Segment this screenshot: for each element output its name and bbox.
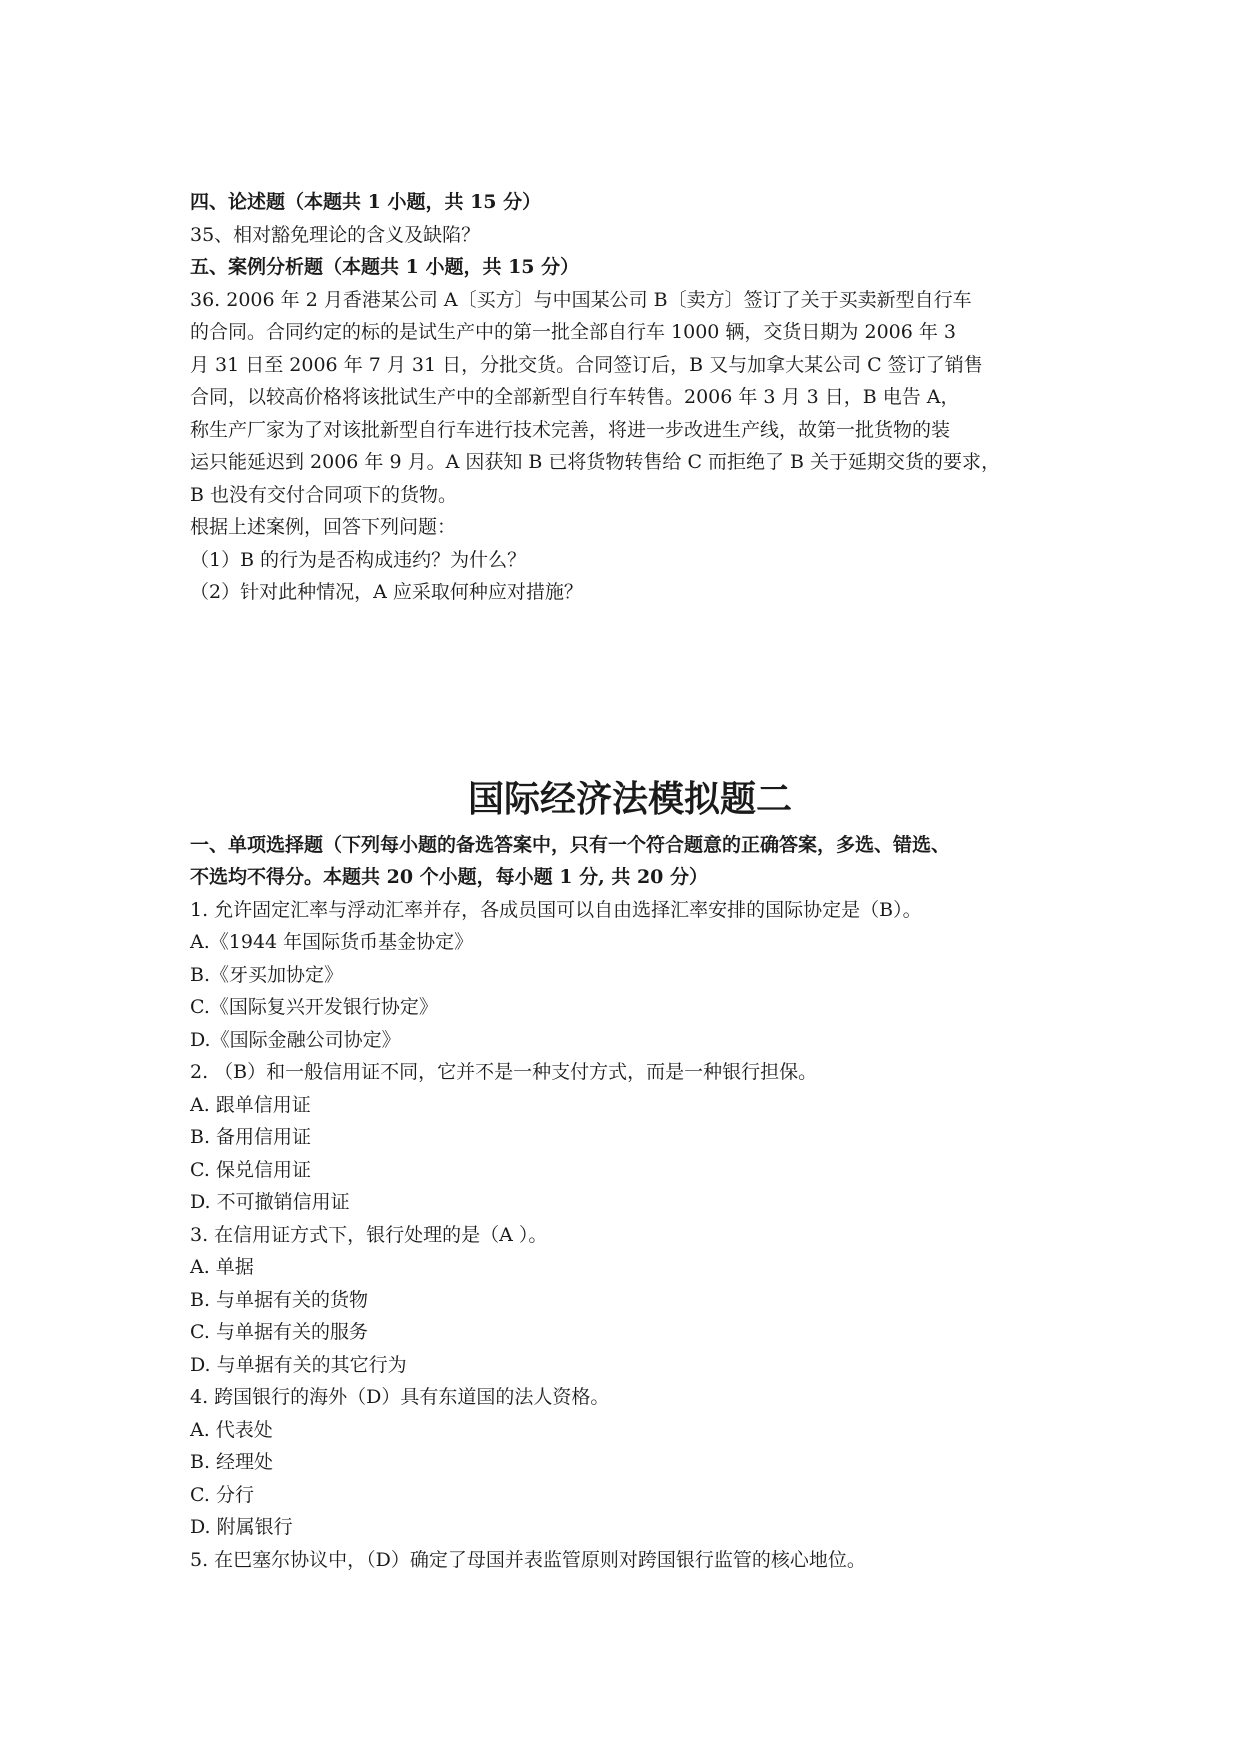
section4-heading: 四、论述题（本题共 1 小题，共 15 分） [190, 191, 542, 213]
section5-heading: 五、案例分析题（本题共 1 小题，共 15 分） [190, 256, 580, 278]
answer-option: A. 单据 [190, 1256, 254, 1278]
answer-option: D. 不可撤销信用证 [190, 1191, 350, 1213]
case-subquestion-1: （1）B 的行为是否构成违约？为什么？ [190, 548, 527, 571]
case-subquestion-2: （2）针对此种情况，A 应采取何种应对措施？ [190, 581, 583, 603]
answer-option: D. 与单据有关的其它行为 [190, 1353, 407, 1376]
answer-option: A. 代表处 [190, 1418, 273, 1441]
case-line: 合同，以较高价格将该批试生产中的全部新型自行车转售。2006 年 3 月 3 日，B 电告 A， [190, 386, 960, 408]
answer-option: D.《国际金融公司协定》 [190, 1028, 401, 1051]
question-3 [190, 1219, 1070, 1382]
question-5 [190, 1544, 1070, 1577]
answer-option: C. 保兑信用证 [190, 1158, 311, 1181]
answer-option: B. 经理处 [190, 1451, 274, 1473]
case-text [190, 284, 1070, 512]
case-line: 称生产厂家为了对该批新型自行车进行技术完善，将进一步改进生产线，故第一批货物的装 [190, 418, 951, 441]
section1-heading-line2: 不选均不得分。本题共 20 个小题，每小题 1 分, 共 20 分） [190, 866, 709, 888]
section1-heading-line1: 一、单项选择题（下列每小题的备选答案中，只有一个符合题意的正确答案，多选、错选、 [190, 833, 951, 856]
question-stem: 2. （B）和一般信用证不同，它并不是一种支付方式，而是一种银行担保。 [190, 1061, 818, 1083]
answer-option: B. 与单据有关的货物 [190, 1288, 369, 1311]
case-line: 36. 2006 年 2 月香港某公司 A〔买方〕与中国某公司 B〔卖方〕签订了关于买卖新型自行车 [190, 288, 972, 311]
answer-option: A.《1944 年国际货币基金协定》 [190, 931, 474, 953]
answer-option: B.《牙买加协定》 [190, 963, 344, 986]
answer-option: C. 分行 [190, 1483, 254, 1506]
question-1 [190, 894, 1070, 1057]
exam-title: 国际经济法模拟题二 [467, 777, 792, 820]
question-2 [190, 1056, 1070, 1219]
case-line: B 也没有交付合同项下的货物。 [190, 483, 458, 506]
case-prompt: 根据上述案例，回答下列问题： [190, 516, 457, 538]
question-stem: 1. 允许固定汇率与浮动汇率并存，各成员国可以自由选择汇率安排的国际协定是（B）。 [190, 898, 922, 921]
answer-option: D. 附属银行 [190, 1516, 293, 1538]
question-4 [190, 1381, 1070, 1544]
question-stem: 4. 跨国银行的海外（D）具有东道国的法人资格。 [190, 1386, 610, 1408]
question-35: 35、相对豁免理论的含义及缺陷？ [190, 223, 481, 246]
case-line: 运只能延迟到 2006 年 9 月。A 因获知 B 已将货物转售给 C 而拒绝了 B 关于延期交货的要求， [190, 451, 1001, 473]
question-stem: 3. 在信用证方式下，银行处理的是（A ）。 [190, 1223, 548, 1246]
case-line: 月 31 日至 2006 年 7 月 31 日，分批交货。合同签订后，B 又与加拿大某公司 C 签订了销售 [190, 353, 983, 376]
question-stem: 5. 在巴塞尔协议中，（D）确定了母国并表监管原则对跨国银行监管的核心地位。 [190, 1548, 866, 1571]
document-page [190, 186, 1070, 1576]
answer-option: C.《国际复兴开发银行协定》 [190, 996, 438, 1018]
answer-option: B. 备用信用证 [190, 1126, 312, 1148]
answer-option: A. 跟单信用证 [190, 1093, 311, 1116]
answer-option: C. 与单据有关的服务 [190, 1321, 368, 1343]
case-line: 的合同。合同约定的标的是试生产中的第一批全部自行车 1000 辆，交货日期为 2006 年 3 [190, 321, 956, 343]
